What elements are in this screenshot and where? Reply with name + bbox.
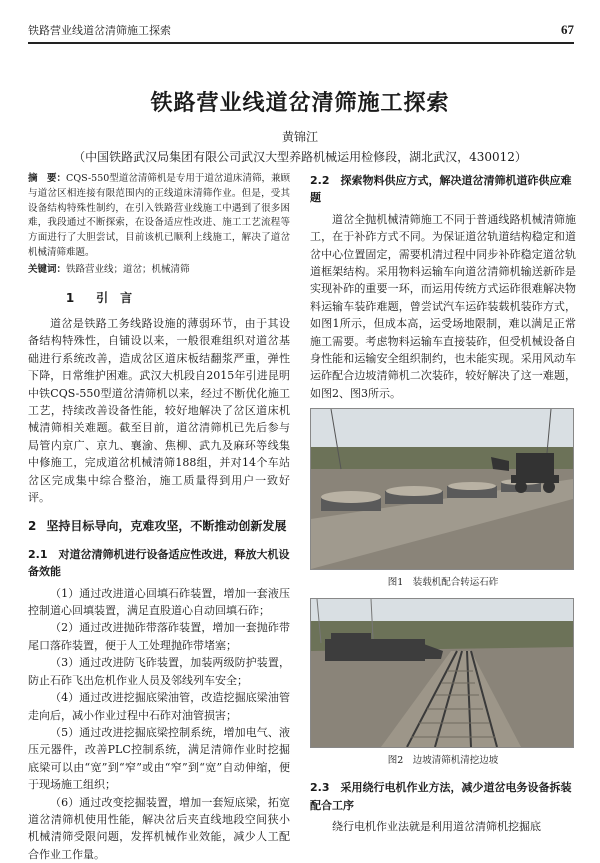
left-column: [28, 172, 290, 863]
list-item: （5）通过改进挖掘底梁控制系统，增加电气、液压元器件，改善PLC控制系统，满足清筛作业时挖掘底梁可以由“宽”到“窄”或由“窄”到“宽”自动伸缩，便于现场施工组织；: [28, 725, 290, 792]
figure-2: [310, 598, 576, 769]
right-column: [310, 172, 576, 835]
abstract-label: 摘 要：: [28, 173, 67, 184]
subsection-2-2-title: 2.2 探索物料供应方式，解决道岔清筛机道砟供应难题: [310, 174, 572, 205]
subsection-2-2-paragraph: 道岔全抛机械清筛施工不同于普通线路机械清筛施工，在于补砟方式不同。为保证道岔轨道结构稳定和道岔中心位置固定，需要机清过程中同步补砟稳定道岔轨道框架结构。采用物料运输车向道岔清筛机输送新砟是实现补砟的重要一环，而运用传统方式运砟很难解决物料运输车装砟难题，曾尝试汽车运砟装载机装砟方式，如图1所示，但成本高，运受场地限制，难以满足正常施工需要。考虑物料运输车直接装砟，但受机械设备自身性能和运输安全组织制约，也未能实现。采用风动车运砟配合边坡清筛机二次装砟，较好解决了这一难题，如图2、图3所示。: [310, 212, 576, 400]
section-2-title: 坚持目标导向，克难攻坚，不断推动创新发展: [46, 519, 287, 534]
abstract-text: CQS-550型道岔清筛机是专用于道岔道床清筛，兼顾与道岔区相连接有限范围内的正线道床清筛作业。但是，受其设备结构特殊性制约，在引入铁路营业线施工中遇到了很多困难，我段通过不断探索，在设备适应性改进、施工工艺流程等方面进行了大胆尝试，目前该机已顺利上线施工，解决了道岔机械清筛难题。: [28, 173, 290, 258]
page-number: 67: [561, 22, 574, 37]
slope-cleaner-photo: [311, 599, 573, 747]
author: 黄锦江: [281, 130, 318, 144]
loader-ballast-photo: [311, 409, 573, 569]
figure-1-photo: [310, 408, 574, 570]
figure-1: [310, 408, 576, 591]
journal-name: 铁路营业线道岔清筛施工探索: [28, 24, 171, 37]
section-2-number: 2: [28, 519, 37, 534]
subsection-2-3-paragraph: 绕行电机作业法就是利用道岔清筛机挖掘底: [332, 819, 541, 833]
list-item: （4）通过改进挖掘底梁油管，改造挖掘底梁油管走向后，减小作业过程中石砟对油管损害；: [28, 691, 290, 722]
list-item: （2）通过改进抛砟带落砟装置，增加一套抛砟带尾口落砟装置，便于人工处理抛砟带堵塞；: [28, 621, 290, 652]
section-1-paragraph: 道岔是铁路工务线路设施的薄弱环节，由于其设备结构特殊性，自铺设以来，一般很难组织对道岔基础进行系统改善，造成岔区道床板结翻浆严重，弹性下降，日常维护困难。武汉大机段自2015年引进昆明中铁CQS-550型道岔清筛机以来，经过不断优化施工工艺，持续改善设备性能，较好地解决了岔区道床机械清筛相关难题。截至目前，道岔清筛机已先后参与局管内京广、京九、襄渝、焦柳、武九及麻环等线集中修施工，完成道岔机械清筛188组，并对14个车站岔区完成集中综合整治，施工质量得到用户一致好评。: [28, 316, 290, 505]
figure-2-caption: 图2 边坡清筛机清挖边坡: [387, 754, 499, 766]
abstract: [28, 172, 290, 261]
figure-2-photo: [310, 598, 574, 748]
keywords: [28, 263, 290, 278]
section-2-heading: [28, 518, 290, 535]
keywords-label: 关键词：: [28, 263, 67, 275]
figure-1-caption: 图1 装载机配合转运石砟: [387, 577, 499, 589]
list-item: （1）通过改进道心回填石砟装置，增加一套液压控制道心回填装置，满足直股道心自动回填石砟；: [28, 586, 290, 618]
subsection-2-1-title: 2.1 对道岔清筛机进行设备适应性改进，释放大机设备效能: [28, 547, 290, 579]
affiliation: （中国铁路武汉局集团有限公司武汉大型养路机械运用检修段，湖北武汉，430012）: [73, 150, 527, 164]
keywords-text: 铁路营业线；道岔；机械清筛: [66, 263, 190, 275]
paper-title: 铁路营业线道岔清筛施工探索: [150, 91, 450, 116]
list-item: （3）通过改进防飞砟装置，加装两级防护装置，防止石砟飞出危机作业人员及邻线列车安全；: [28, 656, 290, 687]
running-header: [28, 18, 574, 44]
section-1-number: 1: [65, 290, 75, 305]
section-1-title: 引 言: [96, 290, 133, 305]
subsection-2-3-title: 2.3 采用绕行电机作业方法，减少道岔电务设备拆装配合工序: [310, 781, 572, 812]
list-item: （6）通过改变挖掘装置，增加一套短底梁，拓宽道岔清筛机使用性能，解决岔后夹直线地段空间狭小机械清筛受限问题，发挥机械作业效能，减少人工配合作业工作量。: [28, 795, 290, 861]
section-1-heading: [28, 290, 290, 307]
